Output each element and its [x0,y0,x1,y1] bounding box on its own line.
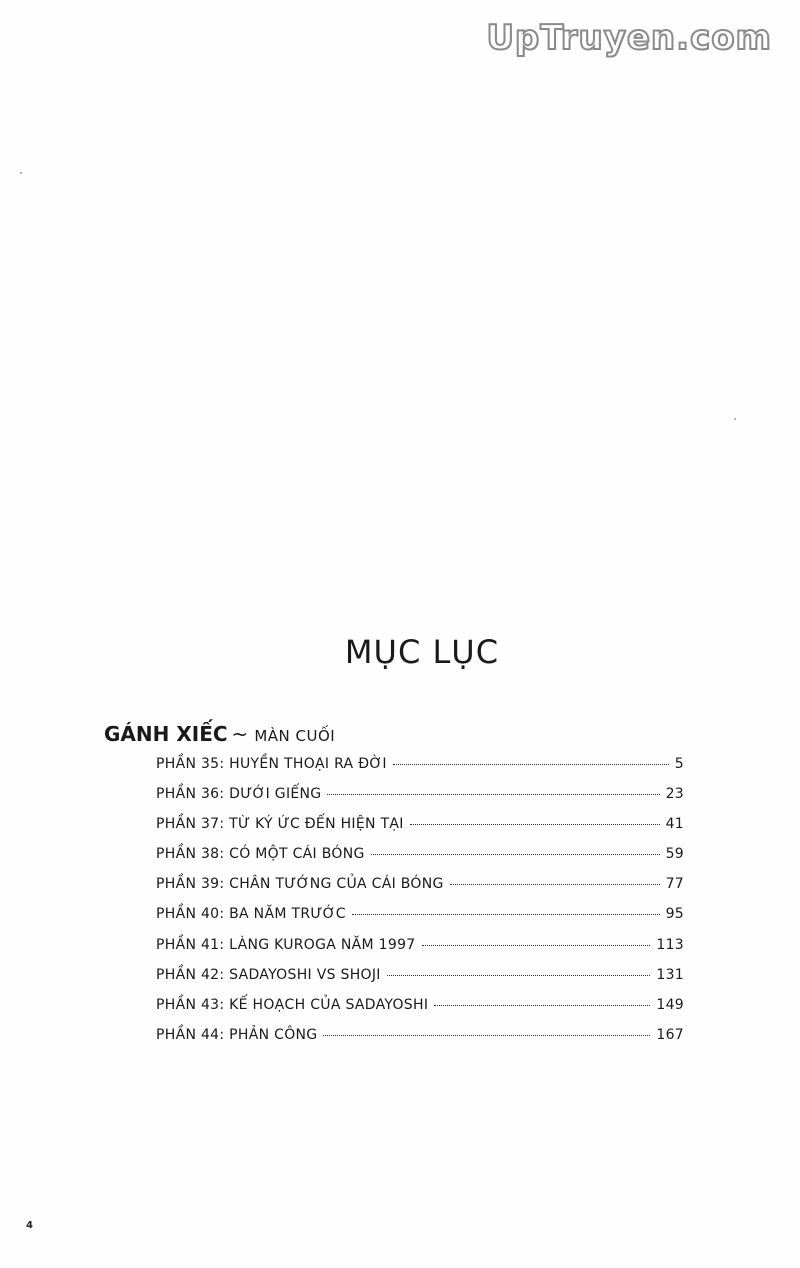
dot-leader [327,794,659,795]
section-name: GÁNH XIẾC [104,722,228,746]
dot-leader [422,945,651,946]
toc-entry-label: PHẦN 43: KẾ HOẠCH CỦA SADAYOSHI [156,996,429,1013]
dot-leader [371,854,660,855]
section-subtitle: MÀN CUỐI [254,727,336,745]
toc-entry-page: 95 [665,906,684,923]
dot-leader [410,824,660,825]
toc-entry-label: PHẦN 42: SADAYOSHI VS SHOJI [156,966,381,983]
toc-entry-label: PHẦN 39: CHÂN TƯỚNG CỦA CÁI BÓNG [156,876,444,893]
dot-leader [434,1005,650,1006]
toc-entry-label: PHẦN 41: LÀNG KUROGA NĂM 1997 [156,936,416,953]
dot-leader [352,914,660,915]
toc-entry-page: 41 [665,816,684,833]
toc-entry [156,876,684,906]
toc-entry [156,937,684,967]
section-separator: ~ [231,722,249,746]
toc-list [156,756,684,1057]
toc-entry-page: 131 [656,966,684,983]
toc-entry-page: 167 [656,1026,684,1043]
paper-speck [734,418,736,420]
toc-entry [156,846,684,876]
toc-entry-page: 59 [665,846,684,863]
dot-leader [323,1035,650,1036]
toc-entry [156,1027,684,1057]
page-number: 4 [26,1220,33,1231]
paper-speck [20,172,22,174]
dot-leader [387,975,651,976]
toc-entry-label: PHẦN 38: CÓ MỘT CÁI BÓNG [156,846,365,863]
dot-leader [450,884,660,885]
toc-entry-page: 5 [674,756,684,772]
toc-entry [156,997,684,1027]
toc-entry-label: PHẦN 40: BA NĂM TRƯỚC [156,906,346,923]
toc-entry-label: PHẦN 35: HUYỀN THOẠI RA ĐỜI [156,756,387,772]
toc-entry-label: PHẦN 37: TỪ KÝ ỨC ĐẾN HIỆN TẠI [156,816,404,833]
toc-entry-page: 149 [656,996,684,1013]
toc-entry [156,816,684,846]
toc-entry [156,756,684,786]
page-title: MỤC LỤC [344,633,500,672]
section-heading [104,722,335,746]
dot-leader [393,764,669,765]
toc-entry-page: 113 [656,936,684,953]
toc-entry-label: PHẦN 44: PHẢN CÔNG [156,1026,318,1043]
toc-entry-page: 77 [665,876,684,893]
toc-entry [156,906,684,936]
toc-entry [156,786,684,816]
watermark-logo: UpTruyen.com [486,18,772,58]
toc-entry-label: PHẦN 36: DƯỚI GIẾNG [156,786,322,803]
toc-entry [156,967,684,997]
toc-entry-page: 23 [665,786,684,803]
